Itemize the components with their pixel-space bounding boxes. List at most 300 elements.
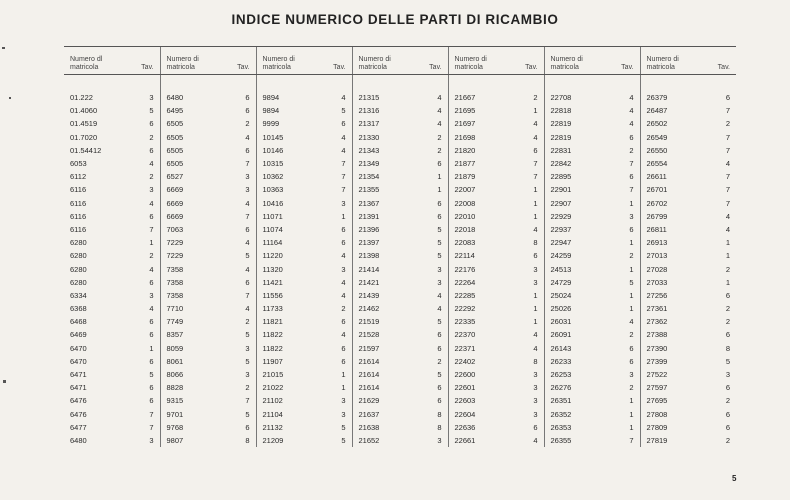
tav-cell: 3	[245, 370, 250, 380]
tav-cell: 2	[629, 251, 634, 261]
spacer-cell	[702, 75, 736, 92]
tav-cell: 4	[341, 330, 346, 340]
tav-cell: 7	[149, 224, 154, 234]
tav-cell: 7	[725, 198, 730, 208]
matricola-cell: 22842	[544, 157, 606, 170]
matricola-cell: 22907	[544, 197, 606, 210]
tav-cell: 6	[629, 132, 634, 142]
tav-cell: 3	[533, 277, 538, 287]
tav-cell: 1	[533, 185, 538, 195]
header-label-line: matricola	[454, 64, 483, 71]
tav-cell: 6	[629, 224, 634, 234]
matricola-cell: 11164	[256, 236, 318, 249]
matricola-cell: 9807	[160, 434, 222, 447]
matricola-cell: 22636	[448, 421, 510, 434]
matricola-cell: 6280	[70, 264, 87, 274]
tav-cell: 4	[437, 304, 442, 314]
matricola-cell: 21315	[352, 91, 414, 104]
tav-cell: 7	[725, 106, 730, 116]
matricola-cell: 22114	[448, 249, 510, 262]
parts-index-table	[64, 46, 736, 447]
matricola-cell: 21354	[352, 170, 414, 183]
tav-cell: 4	[533, 119, 538, 129]
matricola-cell: 26811	[640, 223, 702, 236]
tav-cell: 2	[629, 145, 634, 155]
matricola-cell: 22818	[544, 104, 606, 117]
tav-cell: 1	[725, 238, 730, 248]
tav-cell: 6	[725, 330, 730, 340]
matricola-cell: 10363	[256, 183, 318, 196]
matricola-cell: 22402	[448, 355, 510, 368]
matricola-cell: 21439	[352, 289, 414, 302]
matricola-cell: 6053	[70, 159, 87, 169]
tav-cell: 2	[245, 119, 250, 129]
tav-cell: 4	[149, 198, 154, 208]
tav-cell: 4	[341, 251, 346, 261]
matricola-cell: 6527	[160, 170, 222, 183]
tav-cell: 6	[437, 396, 442, 406]
tav-cell: 6	[533, 251, 538, 261]
tav-cell: 2	[629, 330, 634, 340]
tav-cell: 3	[533, 409, 538, 419]
tav-cell: 2	[437, 145, 442, 155]
table-row	[64, 408, 736, 421]
tav-cell: 5	[341, 422, 346, 432]
matricola-cell: 11822	[256, 328, 318, 341]
tav-cell: 6	[149, 356, 154, 366]
tav-cell: 3	[725, 370, 730, 380]
tav-cell: 5	[341, 435, 346, 445]
tav-cell: 5	[437, 238, 442, 248]
matricola-cell: 6112	[70, 172, 87, 182]
matricola-cell: 6469	[70, 330, 87, 340]
tav-cell: 6	[245, 106, 250, 116]
header-tav: Tav.	[222, 47, 256, 75]
header-tav: Tav.	[414, 47, 448, 75]
tav-cell: 6	[533, 422, 538, 432]
tav-cell: 7	[245, 211, 250, 221]
matricola-cell: 26276	[544, 381, 606, 394]
tav-cell: 6	[725, 409, 730, 419]
tav-cell: 1	[437, 172, 442, 182]
tav-cell: 4	[725, 224, 730, 234]
matricola-cell: 21317	[352, 117, 414, 130]
tav-cell: 6	[149, 211, 154, 221]
tav-cell: 8	[437, 409, 442, 419]
spacer-cell	[510, 75, 544, 92]
matricola-cell: 21462	[352, 302, 414, 315]
tav-cell: 1	[533, 317, 538, 327]
scan-speck	[3, 380, 6, 383]
matricola-cell: 22292	[448, 302, 510, 315]
matricola-cell: 26799	[640, 210, 702, 223]
matricola-cell: 01.54412	[70, 145, 102, 155]
matricola-cell: 27013	[640, 249, 702, 262]
tav-cell: 3	[341, 409, 346, 419]
matricola-cell: 9768	[160, 421, 222, 434]
matricola-cell: 22600	[448, 368, 510, 381]
tav-cell: 8	[533, 356, 538, 366]
spacer-cell	[414, 75, 448, 92]
matricola-cell: 21414	[352, 262, 414, 275]
matricola-cell: 8066	[160, 368, 222, 381]
tav-cell: 2	[725, 317, 730, 327]
matricola-cell: 21330	[352, 131, 414, 144]
matricola-cell: 11822	[256, 342, 318, 355]
tav-cell: 5	[245, 409, 250, 419]
tav-cell: 1	[341, 383, 346, 393]
tav-cell: 3	[533, 370, 538, 380]
matricola-cell: 27695	[640, 394, 702, 407]
matricola-cell: 21022	[256, 381, 318, 394]
matricola-cell: 26487	[640, 104, 702, 117]
tav-cell: 5	[437, 370, 442, 380]
matricola-cell: 27028	[640, 262, 702, 275]
tav-cell: 7	[341, 159, 346, 169]
tav-cell: 6	[149, 383, 154, 393]
tav-cell: 4	[629, 317, 634, 327]
tav-cell: 6	[245, 224, 250, 234]
spacer-cell	[544, 75, 606, 92]
tav-cell: 2	[437, 132, 442, 142]
matricola-cell: 6470	[70, 343, 87, 353]
matricola-cell: 22604	[448, 408, 510, 421]
table-row	[64, 197, 736, 210]
matricola-cell: 7229	[160, 236, 222, 249]
tav-cell: 6	[341, 224, 346, 234]
matricola-cell: 27361	[640, 302, 702, 315]
tav-cell: 7	[245, 159, 250, 169]
tav-cell: 2	[245, 383, 250, 393]
tav-cell: 5	[437, 251, 442, 261]
tav-cell: 2	[725, 304, 730, 314]
table-row	[64, 117, 736, 130]
tav-cell: 6	[437, 198, 442, 208]
table-row	[64, 381, 736, 394]
tav-cell: 6	[245, 145, 250, 155]
matricola-cell: 10315	[256, 157, 318, 170]
tav-cell: 2	[725, 435, 730, 445]
matricola-cell: 26355	[544, 434, 606, 447]
tav-cell: 1	[629, 304, 634, 314]
tav-cell: 6	[149, 277, 154, 287]
header-spacer-row	[64, 75, 736, 92]
tav-cell: 6	[725, 383, 730, 393]
matricola-cell: 26502	[640, 117, 702, 130]
tav-cell: 2	[437, 356, 442, 366]
tav-cell: 3	[149, 435, 154, 445]
tav-cell: 2	[149, 172, 154, 182]
tav-cell: 1	[341, 370, 346, 380]
matricola-cell: 26550	[640, 144, 702, 157]
header-label-line: matricola	[166, 64, 195, 71]
matricola-cell: 22603	[448, 394, 510, 407]
matricola-cell: 6116	[70, 211, 87, 221]
matricola-cell: 22661	[448, 434, 510, 447]
tav-cell: 8	[437, 422, 442, 432]
tav-cell: 5	[629, 277, 634, 287]
table-row	[64, 355, 736, 368]
tav-cell: 6	[341, 356, 346, 366]
tav-cell: 6	[245, 93, 250, 103]
scan-speck	[2, 47, 5, 49]
header-numero-di-matricola	[256, 47, 318, 75]
header-label-line: matricola	[646, 64, 675, 71]
tav-cell: 1	[725, 251, 730, 261]
matricola-cell: 10145	[256, 131, 318, 144]
matricola-cell: 7063	[160, 223, 222, 236]
matricola-cell: 21652	[352, 434, 414, 447]
tav-cell: 1	[629, 290, 634, 300]
tav-cell: 4	[149, 159, 154, 169]
tav-cell: 6	[437, 383, 442, 393]
tav-cell: 4	[341, 93, 346, 103]
matricola-cell: 8059	[160, 342, 222, 355]
matricola-cell: 21695	[448, 104, 510, 117]
matricola-cell: 6280	[70, 251, 87, 261]
matricola-cell: 7749	[160, 315, 222, 328]
tav-cell: 6	[341, 317, 346, 327]
tav-cell: 7	[725, 132, 730, 142]
header-numero-di-matricola	[544, 47, 606, 75]
tav-cell: 6	[149, 330, 154, 340]
spacer-cell	[160, 75, 222, 92]
matricola-cell: 11907	[256, 355, 318, 368]
table-row	[64, 328, 736, 341]
tav-cell: 6	[149, 317, 154, 327]
matricola-cell: 22708	[544, 91, 606, 104]
matricola-cell: 6470	[70, 356, 87, 366]
table-row	[64, 434, 736, 447]
tav-cell: 4	[437, 93, 442, 103]
matricola-cell: 21879	[448, 170, 510, 183]
matricola-cell: 8828	[160, 381, 222, 394]
tav-cell: 3	[341, 198, 346, 208]
header-label-line: matricola	[262, 64, 291, 71]
table-row	[64, 157, 736, 170]
matricola-cell: 27597	[640, 381, 702, 394]
matricola-cell: 6669	[160, 210, 222, 223]
table-row	[64, 421, 736, 434]
matricola-cell: 25026	[544, 302, 606, 315]
matricola-cell: 22008	[448, 197, 510, 210]
header-label-line: Numero di	[358, 56, 391, 63]
tav-cell: 3	[437, 264, 442, 274]
matricola-cell: 22819	[544, 117, 606, 130]
matricola-cell: 21102	[256, 394, 318, 407]
tav-cell: 8	[245, 435, 250, 445]
table-header-row	[64, 47, 736, 75]
tav-cell: 4	[725, 211, 730, 221]
matricola-cell: 26031	[544, 315, 606, 328]
tav-cell: 1	[629, 396, 634, 406]
tav-cell: 5	[437, 317, 442, 327]
tav-cell: 7	[725, 172, 730, 182]
tav-cell: 2	[341, 304, 346, 314]
matricola-cell: 21398	[352, 249, 414, 262]
matricola-cell: 22285	[448, 289, 510, 302]
tav-cell: 6	[437, 330, 442, 340]
matricola-cell: 6505	[160, 117, 222, 130]
page-number: 5	[732, 474, 737, 483]
tav-cell: 7	[533, 159, 538, 169]
matricola-cell: 27399	[640, 355, 702, 368]
tav-cell: 4	[149, 304, 154, 314]
table-body	[64, 75, 736, 448]
matricola-cell: 11556	[256, 289, 318, 302]
tav-cell: 7	[341, 185, 346, 195]
matricola-cell: 6505	[160, 144, 222, 157]
tav-cell: 1	[725, 277, 730, 287]
matricola-cell: 21104	[256, 408, 318, 421]
tav-cell: 3	[533, 396, 538, 406]
tav-cell: 1	[629, 264, 634, 274]
tav-cell: 3	[149, 290, 154, 300]
tav-cell: 6	[245, 422, 250, 432]
parts-index-table-wrap	[64, 46, 736, 447]
tav-cell: 4	[341, 290, 346, 300]
tav-cell: 3	[341, 264, 346, 274]
tav-cell: 6	[725, 422, 730, 432]
matricola-cell: 6280	[70, 238, 87, 248]
matricola-cell: 22370	[448, 328, 510, 341]
tav-cell: 2	[245, 317, 250, 327]
matricola-cell: 21316	[352, 104, 414, 117]
tav-cell: 8	[725, 343, 730, 353]
table-row	[64, 394, 736, 407]
matricola-cell: 26351	[544, 394, 606, 407]
table-row	[64, 289, 736, 302]
tav-cell: 4	[629, 93, 634, 103]
tav-cell: 2	[533, 93, 538, 103]
tav-cell: 6	[149, 396, 154, 406]
tav-cell: 7	[533, 172, 538, 182]
tav-cell: 3	[629, 211, 634, 221]
matricola-cell: 9315	[160, 394, 222, 407]
tav-cell: 2	[725, 396, 730, 406]
header-tav: Tav.	[702, 47, 736, 75]
matricola-cell: 6505	[160, 157, 222, 170]
tav-cell: 5	[245, 251, 250, 261]
matricola-cell: 21614	[352, 355, 414, 368]
matricola-cell: 6480	[70, 435, 87, 445]
matricola-cell: 22901	[544, 183, 606, 196]
header-tav: Tav.	[606, 47, 640, 75]
table-row	[64, 144, 736, 157]
matricola-cell: 27819	[640, 434, 702, 447]
header-tav: Tav.	[126, 47, 160, 75]
tav-cell: 5	[437, 224, 442, 234]
tav-cell: 6	[341, 238, 346, 248]
spacer-cell	[126, 75, 160, 92]
tav-cell: 6	[437, 159, 442, 169]
matricola-cell: 26702	[640, 197, 702, 210]
matricola-cell: 27362	[640, 315, 702, 328]
table-row	[64, 368, 736, 381]
tav-cell: 6	[725, 290, 730, 300]
tav-cell: 4	[245, 238, 250, 248]
header-label-line: matricola	[70, 64, 99, 71]
matricola-cell: 10362	[256, 170, 318, 183]
matricola-cell: 7710	[160, 302, 222, 315]
matricola-cell: 6476	[70, 396, 87, 406]
matricola-cell: 6476	[70, 409, 87, 419]
matricola-cell: 22018	[448, 223, 510, 236]
matricola-cell: 6495	[160, 104, 222, 117]
tav-cell: 4	[533, 132, 538, 142]
matricola-cell: 6334	[70, 290, 87, 300]
tav-cell: 4	[437, 106, 442, 116]
tav-cell: 6	[341, 343, 346, 353]
matricola-cell: 21667	[448, 91, 510, 104]
matricola-cell: 21421	[352, 276, 414, 289]
tav-cell: 7	[629, 159, 634, 169]
tav-cell: 4	[437, 119, 442, 129]
matricola-cell: 6471	[70, 370, 87, 380]
table-row	[64, 170, 736, 183]
matricola-cell: 24729	[544, 276, 606, 289]
header-tav: Tav.	[318, 47, 352, 75]
tav-cell: 3	[245, 343, 250, 353]
spacer-cell	[256, 75, 318, 92]
matricola-cell: 26091	[544, 328, 606, 341]
tav-cell: 4	[725, 159, 730, 169]
matricola-cell: 26353	[544, 421, 606, 434]
matricola-cell: 21698	[448, 131, 510, 144]
matricola-cell: 21391	[352, 210, 414, 223]
tav-cell: 4	[149, 264, 154, 274]
tav-cell: 5	[245, 356, 250, 366]
table-row	[64, 223, 736, 236]
tav-cell: 3	[437, 435, 442, 445]
tav-cell: 6	[149, 119, 154, 129]
matricola-cell: 21132	[256, 421, 318, 434]
header-numero-di-matricola	[352, 47, 414, 75]
matricola-cell: 26233	[544, 355, 606, 368]
page-title: INDICE NUMERICO DELLE PARTI DI RICAMBIO	[231, 12, 559, 27]
tav-cell: 5	[149, 106, 154, 116]
matricola-cell: 27522	[640, 368, 702, 381]
matricola-cell: 25024	[544, 289, 606, 302]
matricola-cell: 6280	[70, 277, 87, 287]
scan-speck	[9, 97, 11, 99]
tav-cell: 7	[245, 396, 250, 406]
matricola-cell: 22083	[448, 236, 510, 249]
tav-cell: 7	[725, 145, 730, 155]
tav-cell: 6	[341, 119, 346, 129]
matricola-cell: 6505	[160, 131, 222, 144]
table-row	[64, 91, 736, 104]
header-label-line: matricola	[358, 64, 387, 71]
matricola-cell: 21396	[352, 223, 414, 236]
matricola-cell: 21820	[448, 144, 510, 157]
matricola-cell: 21367	[352, 197, 414, 210]
matricola-cell: 21015	[256, 368, 318, 381]
header-label-line: Numero di	[166, 56, 199, 63]
matricola-cell: 11821	[256, 315, 318, 328]
tav-cell: 8	[533, 238, 538, 248]
tav-cell: 1	[341, 211, 346, 221]
matricola-cell: 6669	[160, 183, 222, 196]
matricola-cell: 26253	[544, 368, 606, 381]
tav-cell: 1	[629, 198, 634, 208]
matricola-cell: 11320	[256, 262, 318, 275]
spacer-cell	[352, 75, 414, 92]
table-row	[64, 315, 736, 328]
matricola-cell: 9701	[160, 408, 222, 421]
tav-cell: 1	[437, 185, 442, 195]
header-label-line: Numero di	[550, 56, 583, 63]
